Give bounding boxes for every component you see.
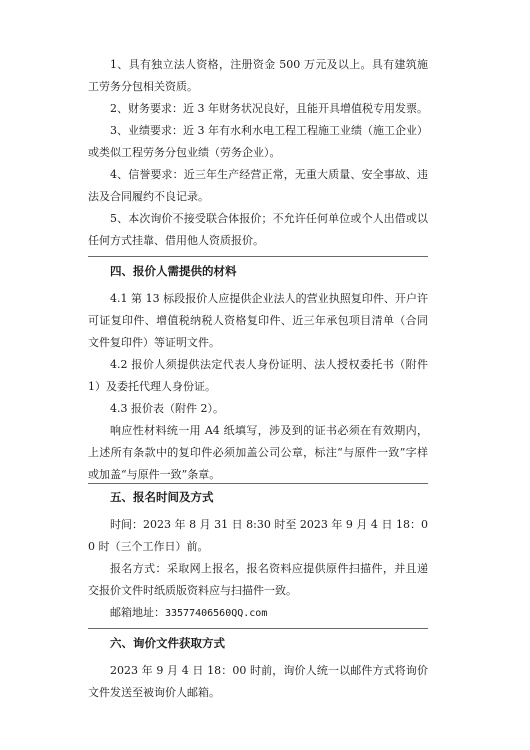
- section-5-heading: 五、报名时间及方式: [110, 490, 214, 504]
- section-4-paragraph-1: 4.1 第 13 标段报价人应提供企业法人的营业执照复印件、开户许可证复印件、增值税纳税人资格复印件、近三年承包项目清单（合同文件复印件）等证明文件。: [88, 292, 428, 349]
- qualification-item-2: 2、财务要求：近 3 年财务状况良好，且能开具增值税专用发票。: [110, 102, 428, 115]
- section-6-paragraph-1: 2023 年 9 月 4 日 18：00 时前，询价人统一以邮件方式将询价文件发送至被询价人邮箱。: [88, 664, 428, 699]
- section-4-paragraph-3: 4.3 报价表（附件 2）。: [110, 402, 224, 415]
- qualification-item-5: 5、本次询价不接受联合体报价；不允许任何单位或个人出借或以任何方式挂靠、借用他人资质报价。: [88, 212, 428, 247]
- qualification-item-4: 4、信誉要求：近三年生产经营正常，无重大质量、安全事故、违法及合同履约不良记录。: [88, 168, 428, 203]
- email-address: 335774065​60QQ.com: [165, 608, 268, 619]
- section-4-heading: 四、报价人需提供的材料: [110, 264, 237, 278]
- section-divider: [88, 256, 428, 257]
- section-divider: [88, 483, 428, 484]
- registration-time: 时间：2023 年 8 月 31 日 8:30 时至 2023 年 9 月 4 日 18：00 时（三个工作日）前。: [88, 518, 428, 553]
- qualification-item-3: 3、业绩要求：近 3 年有水利水电工程工程施工业绩（施工企业）或类似工程劳务分包业绩（劳务企业）。: [88, 124, 428, 159]
- qualification-item-1: 1、具有独立法人资格，注册资金 500 万元及以上。具有建筑施工劳务分包相关资质。: [88, 58, 428, 93]
- section-divider: [88, 628, 428, 629]
- email-label: 邮箱地址：: [110, 606, 165, 619]
- email-line: [88, 602, 428, 625]
- registration-method: 报名方式：采取网上报名，报名资料应提供原件扫描件，并且递交报价文件时纸质版资料应与扫描件一致。: [88, 562, 428, 597]
- section-4-paragraph-4: 响应性材料统一用 A4 纸填写，涉及到的证书必须在有效期内，上述所有条款中的复印件必须加盖公司公章，标注“与原件一致”字样或加盖“与原件一致”条章。: [88, 424, 428, 481]
- section-4-paragraph-2: 4.2 报价人须提供法定代表人身份证明、法人授权委托书（附件 1）及委托代理人身份证。: [88, 358, 428, 393]
- section-6-heading: 六、询价文件获取方式: [110, 636, 225, 650]
